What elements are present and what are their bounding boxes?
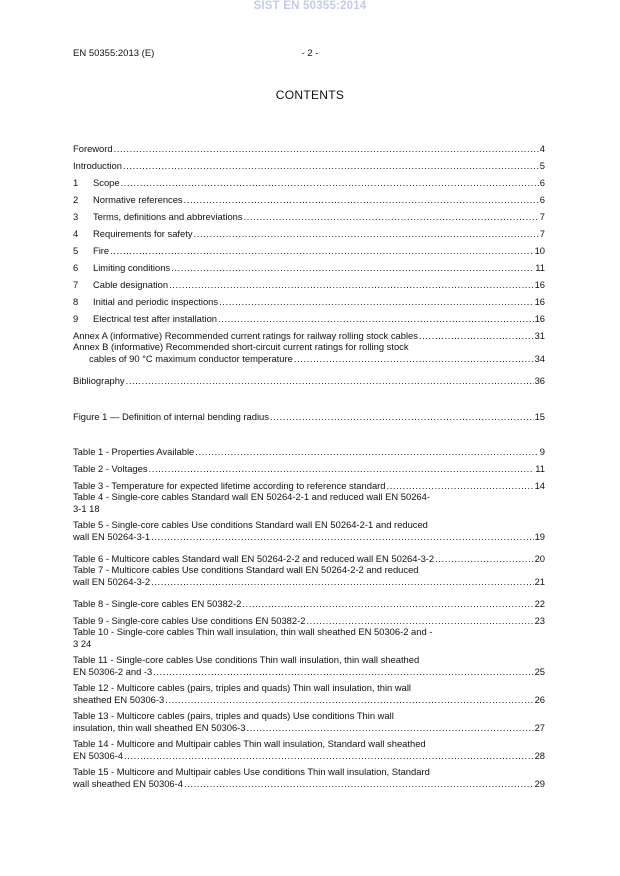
page-ref: 10 — [534, 245, 545, 256]
contents-title: CONTENTS — [275, 88, 345, 102]
dot-leader — [218, 313, 534, 324]
entry-label-line1: Table 12 - Multicore cables (pairs, triples and quads) Thin wall insulation, thin wall — [73, 682, 412, 693]
toc-entry[interactable] — [73, 273, 545, 290]
section-number: 1 — [73, 177, 79, 188]
document-id: EN 50355:2013 (E) — [73, 48, 155, 59]
toc-main-section — [73, 137, 545, 386]
toc-entry[interactable] — [73, 457, 545, 474]
page-ref: 16 — [534, 296, 545, 307]
entry-label-line2: EN 50306-2 and -3 — [73, 666, 153, 677]
page-ref: 14 — [534, 480, 545, 491]
entry-label-line2-wrap — [73, 750, 545, 762]
toc-entry[interactable] — [73, 654, 545, 678]
page-ref: 34 — [534, 353, 545, 364]
page-ref: 27 — [534, 722, 545, 733]
toc-entry[interactable] — [73, 564, 545, 588]
entry-label: Table 9 - Single-core cables Use conditions EN 50382-2 — [73, 615, 306, 626]
page-ref: 6 — [539, 177, 545, 188]
dot-leader — [247, 722, 534, 734]
toc-entry[interactable] — [73, 682, 545, 706]
entry-label: Table 8 - Single-core cables EN 50382-2 — [73, 598, 242, 609]
page-ref: 16 — [534, 313, 545, 324]
dot-leader — [110, 245, 533, 256]
entry-label: Initial and periodic inspections — [93, 296, 219, 307]
entry-label: Scope — [93, 177, 120, 188]
section-number: 3 — [73, 211, 79, 222]
entry-label: Table 1 - Properties Available — [73, 446, 195, 457]
entry-label-line2: 3-1 18 — [73, 503, 100, 514]
dot-leader — [195, 446, 539, 457]
dot-leader — [123, 160, 539, 171]
toc-entry[interactable] — [73, 137, 545, 154]
toc-entry[interactable] — [73, 307, 545, 324]
dot-leader — [114, 143, 539, 154]
entry-label-line2-wrap — [73, 722, 545, 734]
toc-entry[interactable] — [73, 369, 545, 386]
page-ref: 23 — [534, 615, 545, 626]
toc-entry[interactable] — [73, 171, 545, 188]
entry-label-line2-wrap — [73, 778, 545, 790]
page-ref: 31 — [534, 330, 545, 341]
page-ref: 5 — [539, 160, 545, 171]
page-ref: 28 — [534, 750, 545, 761]
entry-label-line2: wall sheathed EN 50306-4 — [73, 778, 183, 789]
entry-label-line2-wrap — [73, 638, 545, 650]
toc-entry[interactable] — [73, 626, 545, 650]
page-number: - 2 - — [301, 48, 319, 59]
dot-leader — [294, 353, 534, 365]
entry-label-line1: Table 11 - Single-core cables Use conditions Thin wall insulation, thin wall sheathed — [73, 654, 420, 665]
toc-entry[interactable] — [73, 405, 545, 422]
toc-entry[interactable] — [73, 592, 545, 609]
entry-label-line2: wall EN 50264-3-1 — [73, 531, 151, 542]
dot-leader — [153, 666, 533, 678]
entry-label-line2-wrap — [73, 666, 545, 678]
toc-entry[interactable] — [73, 474, 545, 491]
entry-label: Introduction — [73, 160, 122, 171]
entry-label-line2-wrap — [73, 576, 545, 588]
toc-entry[interactable] — [73, 222, 545, 239]
dot-leader — [184, 194, 539, 205]
entry-label: Requirements for safety — [93, 228, 193, 239]
page-ref: 16 — [534, 279, 545, 290]
section-number: 6 — [73, 262, 79, 273]
section-number: 2 — [73, 194, 79, 205]
entry-label: Table 2 - Voltages — [73, 463, 148, 474]
entry-label-line2: EN 50306-4 — [73, 750, 124, 761]
dot-leader — [270, 411, 534, 422]
section-number: 8 — [73, 296, 79, 307]
page-ref: 9 — [539, 446, 545, 457]
entry-label-line2-wrap — [73, 694, 545, 706]
page-ref: 36 — [534, 375, 545, 386]
entry-label-line2: sheathed EN 50306-3 — [73, 694, 165, 705]
dot-leader — [121, 177, 539, 188]
page-ref: 26 — [534, 694, 545, 705]
toc-entry[interactable] — [73, 239, 545, 256]
entry-label: Normative references — [93, 194, 183, 205]
dot-leader — [184, 778, 534, 790]
dot-leader — [149, 463, 535, 474]
entry-label: Fire — [93, 245, 110, 256]
watermark: SIST EN 50355:2014 — [253, 0, 367, 12]
entry-label: Annex A (informative) Recommended current ratings for railway rolling stock cables — [73, 330, 418, 341]
toc-figures-section — [73, 405, 545, 422]
toc-entry[interactable] — [73, 547, 545, 564]
section-number: 7 — [73, 279, 79, 290]
page-ref: 15 — [534, 411, 545, 422]
page-ref: 25 — [534, 666, 545, 677]
entry-label-line1: Annex B (informative) Recommended short-circuit current ratings for rolling stock — [73, 341, 409, 352]
entry-label: Foreword — [73, 143, 113, 154]
entry-label-line2: insulation, thin wall sheathed EN 50306-3 — [73, 722, 246, 733]
entry-label: Limiting conditions — [93, 262, 171, 273]
toc-entry[interactable] — [73, 519, 545, 543]
entry-label-line2: wall EN 50264-3-2 — [73, 576, 151, 587]
entry-label: Cable designation — [93, 279, 169, 290]
entry-label: Terms, definitions and abbreviations — [93, 211, 243, 222]
dot-leader — [151, 531, 533, 543]
entry-label-line1: Table 13 - Multicore cables (pairs, triples and quads) Use conditions Thin wall — [73, 710, 394, 721]
entry-label-line1: Table 7 - Multicore cables Use conditions Standard wall EN 50264-2-2 and reduced — [73, 564, 419, 575]
entry-label-line2-wrap — [73, 531, 545, 543]
entry-label-line1: Table 5 - Single-core cables Use conditions Standard wall EN 50264-2-1 and reduced — [73, 519, 428, 530]
entry-label: Table 3 - Temperature for expected lifetime according to reference standard — [73, 480, 386, 491]
section-number: 4 — [73, 228, 79, 239]
page-ref: 21 — [534, 576, 545, 587]
page-ref: 7 — [539, 228, 545, 239]
entry-label-line2: cables of 90 °C maximum conductor temperature — [89, 353, 293, 364]
dot-leader — [387, 480, 534, 491]
entry-label-line2-wrap — [73, 503, 545, 515]
dot-leader — [306, 615, 533, 626]
toc-entry[interactable] — [73, 205, 545, 222]
section-number: 9 — [73, 313, 79, 324]
page-ref: 22 — [534, 598, 545, 609]
entry-label-line1: Table 10 - Single-core cables Thin wall insulation, thin wall sheathed EN 50306-2 and - — [73, 626, 433, 637]
dot-leader — [244, 211, 539, 222]
toc-entry[interactable] — [73, 188, 545, 205]
entry-label: Table 6 - Multicore cables Standard wall EN 50264-2-2 and reduced wall EN 50264-3-2 — [73, 553, 435, 564]
toc-entry[interactable] — [73, 491, 545, 515]
toc-entry[interactable] — [73, 154, 545, 171]
dot-leader — [151, 576, 533, 588]
toc-entry[interactable] — [73, 738, 545, 762]
entry-label: Figure 1 — Definition of internal bending radius — [73, 411, 269, 422]
page-ref: 11 — [535, 463, 545, 474]
toc-entry[interactable] — [73, 256, 545, 273]
dot-leader — [171, 262, 534, 273]
page-ref: 20 — [534, 553, 545, 564]
entry-label-line1: Table 15 - Multicore and Multipair cables Use conditions Thin wall insulation, Standard — [73, 766, 430, 777]
dot-leader — [169, 279, 534, 290]
entry-label-line2-wrap — [73, 353, 545, 365]
toc-entry[interactable] — [73, 710, 545, 734]
entry-label: Electrical test after installation — [93, 313, 218, 324]
entry-label-line1: Table 4 - Single-core cables Standard wall EN 50264-2-1 and reduced wall EN 50264- — [73, 491, 430, 502]
page-ref: 7 — [539, 211, 545, 222]
dot-leader — [194, 228, 539, 239]
dot-leader — [219, 296, 533, 307]
toc-tables-section — [73, 440, 545, 794]
section-number: 5 — [73, 245, 79, 256]
page-ref: 11 — [535, 262, 545, 273]
toc-entry[interactable] — [73, 324, 545, 341]
page-ref: 19 — [534, 531, 545, 542]
entry-label-line1: Table 14 - Multicore and Multipair cables Thin wall insulation, Standard wall sheathed — [73, 738, 426, 749]
dot-leader — [242, 598, 533, 609]
toc-entry[interactable] — [73, 440, 545, 457]
dot-leader — [419, 330, 534, 341]
toc-entry[interactable] — [73, 290, 545, 307]
toc-entry[interactable] — [73, 766, 545, 790]
page-ref: 29 — [534, 778, 545, 789]
toc-entry[interactable] — [73, 609, 545, 626]
toc-entry[interactable] — [73, 341, 545, 365]
dot-leader — [126, 375, 534, 386]
entry-label-line2: 3 24 — [73, 638, 92, 649]
dot-leader — [165, 694, 533, 706]
entry-label: Bibliography — [73, 375, 125, 386]
dot-leader — [124, 750, 534, 762]
page-ref: 4 — [539, 143, 545, 154]
dot-leader — [435, 553, 533, 564]
page-ref: 6 — [539, 194, 545, 205]
